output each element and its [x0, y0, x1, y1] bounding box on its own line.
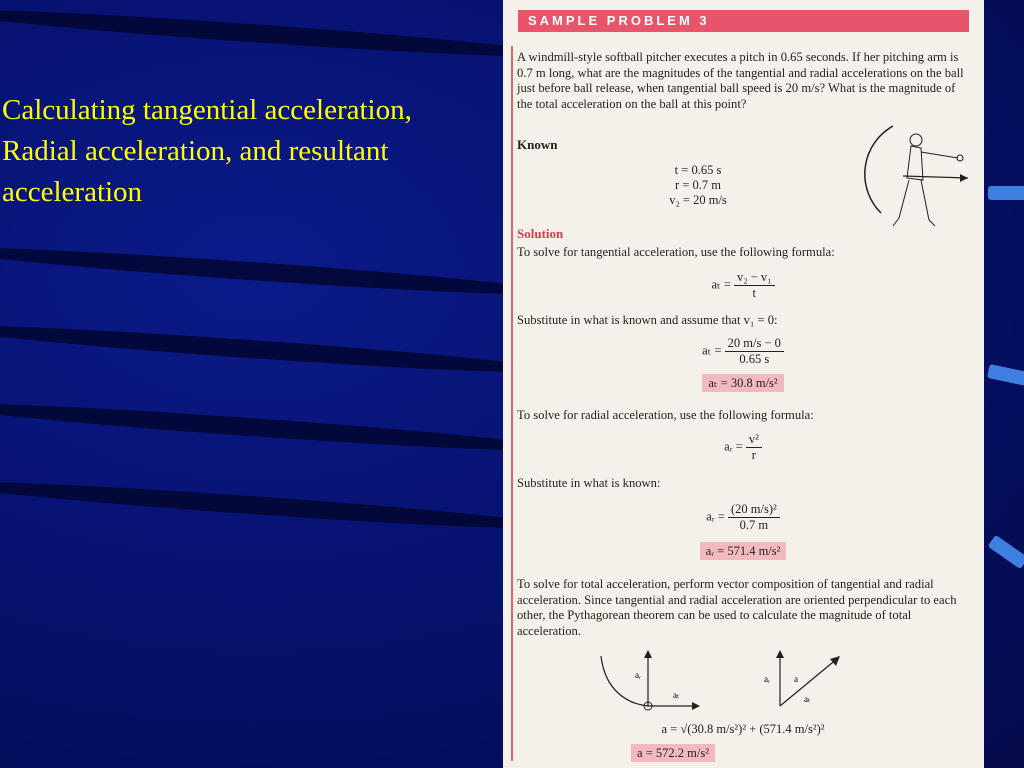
step-total-acceleration: To solve for total acceleration, perform vector composition of tangential and radial acceleration. Since tangential and radial acceleration are oriented perpendicular to each other, the Pythagorean theorem can be used to calculate the magnitude of total acceleration.	[517, 577, 957, 638]
formula-lhs: aₜ =	[702, 343, 722, 358]
formula-lhs: aᵣ =	[706, 509, 725, 524]
fraction-denominator: r	[751, 448, 756, 462]
step-substitute-radial: Substitute in what is known:	[517, 476, 661, 490]
known-speed: v₂ = 20 m/s	[669, 193, 727, 207]
formula-lhs: aₜ =	[711, 277, 731, 292]
vector-diagram-resultant	[758, 646, 848, 714]
step-substitute-tangential: Substitute in what is known and assume that v₁ = 0:	[517, 313, 778, 327]
result-radial-box	[663, 544, 823, 559]
fraction-denominator: 0.7 m	[739, 518, 769, 532]
background-stripe	[988, 186, 1024, 200]
result-total-box	[613, 746, 733, 761]
label-radial: aᵣ	[635, 670, 642, 680]
result-radial: aᵣ = 571.4 m/s²	[700, 542, 787, 560]
slide-title	[2, 90, 497, 213]
result-total: a = 572.2 m/s²	[631, 744, 715, 762]
label-radial: aᵣ	[764, 674, 771, 684]
softball-pitcher-illustration	[863, 118, 973, 236]
fraction-numerator: v²	[746, 432, 762, 448]
fraction-numerator: v₂ − v₁	[734, 270, 775, 286]
fraction-numerator: 20 m/s − 0	[725, 336, 784, 352]
fraction	[734, 270, 775, 301]
known-time: t = 0.65 s	[674, 163, 722, 177]
fraction-numerator: (20 m/s)²	[728, 502, 780, 518]
formula-tangential-substituted	[663, 336, 823, 367]
label-tangential: aₜ	[804, 694, 811, 704]
sample-problem-banner: SAMPLE PROBLEM 3	[518, 10, 969, 32]
known-values	[633, 163, 763, 208]
fraction	[746, 432, 762, 463]
fraction	[728, 502, 780, 533]
formula-radial-substituted	[663, 502, 823, 533]
formula-lhs: aᵣ =	[724, 439, 743, 454]
formula-tangential	[683, 270, 803, 301]
problem-statement: A windmill-style softball pitcher executes a pitch in 0.65 seconds. If her pitching arm is 0.7 m long, what are the magnitudes of the tangential and radial accelerations on the ball just before ball release, when tangential ball speed is 20 m/s? What is the magnitude of the total acceleration on the ball at this point?	[517, 50, 964, 111]
textbook-page	[503, 0, 984, 768]
margin-rule	[511, 46, 513, 761]
slide-title-line: Radial acceleration, and resultant	[2, 135, 389, 167]
label-tangential: aₜ	[673, 690, 680, 700]
solution-heading: Solution	[517, 226, 564, 241]
label-resultant: a	[794, 674, 798, 684]
known-heading: Known	[517, 137, 558, 152]
result-tangential: aₜ = 30.8 m/s²	[702, 374, 783, 392]
slide-title-line: acceleration	[2, 176, 143, 208]
known-radius: r = 0.7 m	[675, 178, 721, 192]
step-radial-formula: To solve for radial acceleration, use the following formula:	[517, 408, 814, 422]
result-tangential-box	[663, 376, 823, 391]
formula-radial	[693, 432, 793, 463]
fraction	[725, 336, 784, 367]
step-tangential-formula: To solve for tangential acceleration, use the following formula:	[517, 245, 835, 259]
slide-title-line: Calculating tangential acceleration,	[2, 94, 412, 126]
fraction-denominator: t	[752, 286, 757, 300]
formula-pythagorean: a = √(30.8 m/s²)² + (571.4 m/s²)²	[661, 722, 825, 736]
vector-diagram-tangential-radial	[593, 646, 703, 714]
fraction-denominator: 0.65 s	[739, 352, 770, 366]
